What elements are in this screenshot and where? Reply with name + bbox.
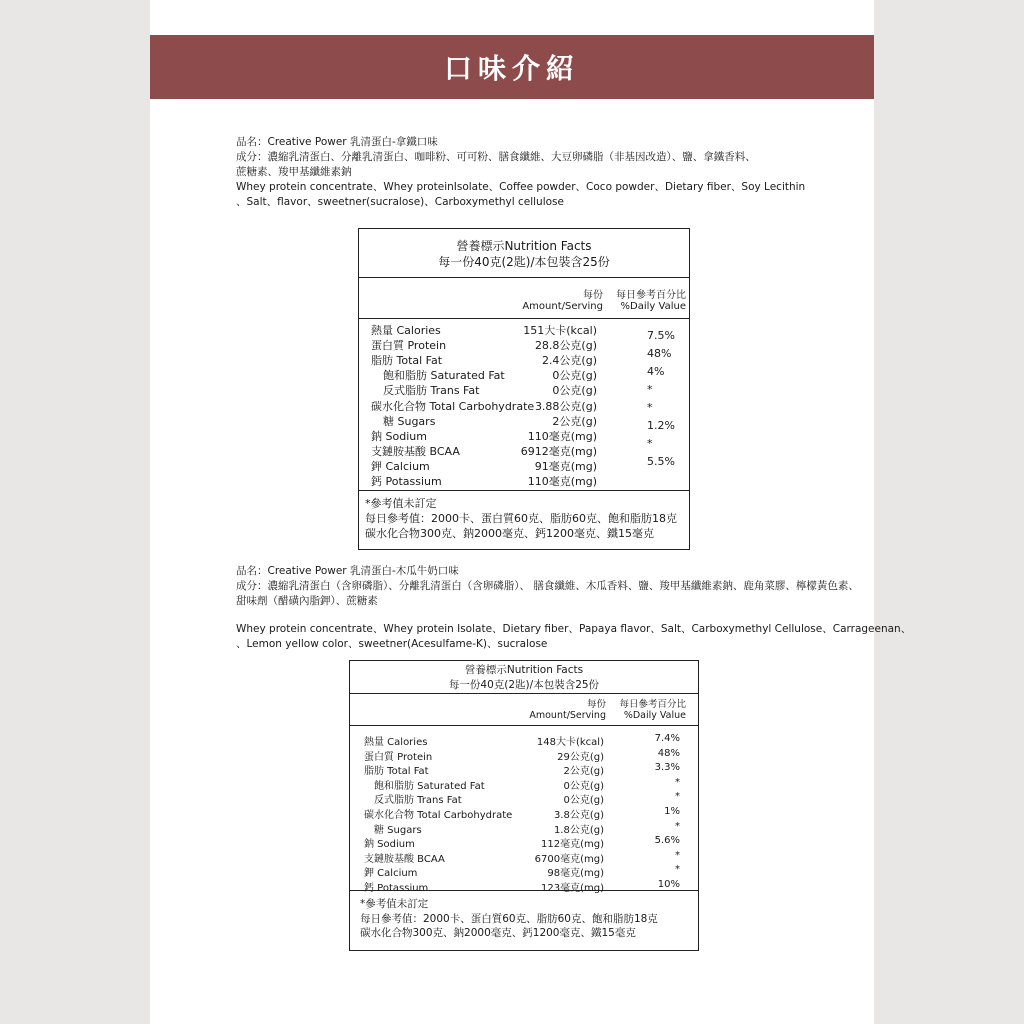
- nutrient-label: 脂肪 Total Fat: [364, 766, 429, 778]
- product1-ingredients-zh: 成分：濃縮乳清蛋白、分離乳清蛋白、咖啡粉、可可粉、膳食纖維、大豆卵磷脂（非基因改造）、鹽、拿鐵香料、: [236, 151, 756, 163]
- footnote-line: 每日參考值：2000卡、蛋白質60克、脂肪60克、飽和脂肪18克: [365, 512, 677, 525]
- nutrient-label: 鈉 Sodium: [364, 839, 415, 851]
- nutrient-daily-value: *: [675, 791, 680, 803]
- nutrient-daily-value: 5.5%: [647, 454, 675, 468]
- nutrient-daily-value: *: [675, 849, 680, 861]
- nutrient-label: 碳水化合物 Total Carbohydrate: [371, 399, 535, 413]
- nutrient-daily-value: *: [647, 436, 653, 450]
- nutrient-daily-value: 7.5%: [647, 329, 675, 342]
- nutrient-daily-value: *: [675, 820, 680, 832]
- nutrition-row: [350, 733, 698, 748]
- product2-ingredients-zh-cont: 甜味劑（醋磺內脂鉀）、蔗糖素: [236, 595, 378, 607]
- nutrition-table-latte: [358, 228, 690, 550]
- product1-name: 品名：Creative Power 乳清蛋白-拿鐵口味: [236, 136, 438, 148]
- nutrition-row: [350, 791, 698, 806]
- nutrition-rows: [350, 726, 698, 894]
- nutrient-daily-value: *: [647, 400, 653, 414]
- nutrient-amount: 1.8公克(g): [553, 824, 604, 836]
- nutrition-row: [359, 322, 689, 342]
- nutrient-daily-value: *: [675, 864, 680, 876]
- nutrient-daily-value: 7.4%: [654, 733, 680, 744]
- col-per-serving-zh: 每份: [583, 290, 603, 301]
- col-daily-zh: 每日參考百分比: [616, 290, 686, 301]
- nutrient-label: 鉀 Calcium: [364, 868, 418, 880]
- footnote-line: *參考值未訂定: [360, 898, 429, 910]
- nutrient-label: 飽和脂肪 Saturated Fat: [374, 780, 485, 792]
- nutrient-amount: 110毫克(mg): [527, 475, 597, 488]
- product1-ingredients-en-cont: 、Salt、flavor、sweetner(sucralose)、Carboxymethyl cellulose: [236, 196, 564, 208]
- nutrient-label: 鈣 Potassium: [364, 883, 429, 894]
- nutrition-rows: [359, 319, 689, 491]
- nutrition-table-papaya: [349, 660, 699, 951]
- nutrition-footnote: [350, 891, 698, 941]
- nutrition-row: [350, 777, 698, 792]
- nutrient-daily-value: 1%: [664, 806, 680, 817]
- nutrient-label: 鈉 Sodium: [371, 429, 427, 443]
- nutrition-row: [350, 850, 698, 865]
- column-headers: [350, 694, 698, 726]
- col-daily-en: %Daily Value: [623, 710, 686, 721]
- product2-ingredients-en-cont: 、Lemon yellow color、sweetner(Acesulfame-K)、sucralose: [236, 638, 548, 650]
- nutrient-label: 熱量 Calories: [371, 324, 441, 337]
- nutrition-title: 營養標示Nutrition Facts: [464, 664, 584, 676]
- nutrient-label: 鉀 Calcium: [371, 459, 430, 473]
- nutrient-amount: 0公克(g): [552, 369, 597, 383]
- nutrient-label: 脂肪 Total Fat: [371, 354, 443, 368]
- nutrition-row: [350, 835, 698, 850]
- document-page: [150, 0, 912, 1024]
- nutrition-row: [359, 337, 689, 360]
- nutrient-label: 蛋白質 Protein: [371, 339, 447, 353]
- nutrient-daily-value: 10%: [657, 879, 680, 890]
- product2-name: 品名：Creative Power 乳清蛋白-木瓜牛奶口味: [236, 565, 459, 577]
- serving-size: 每一份40克(2匙)/本包裝含25份: [448, 678, 600, 691]
- column-headers: [359, 278, 689, 319]
- nutrient-label: 熱量 Calories: [364, 737, 428, 748]
- nutrition-header: [350, 661, 698, 694]
- product2-ingredients-en: Whey protein concentrate、Whey protein Isolate、Dietary fiber、Papaya flavor、Salt、Carboxymethyl Cellulose、Carrageenan、: [236, 623, 912, 635]
- nutrition-row: [350, 821, 698, 836]
- nutrient-label: 反式脂肪 Trans Fat: [383, 384, 480, 398]
- nutrient-amount: 98毫克(mg): [547, 868, 604, 880]
- nutrient-daily-value: *: [675, 776, 680, 788]
- col-daily-zh: 每日參考百分比: [619, 699, 686, 710]
- product1-ingredients-en: Whey protein concentrate、Whey proteinIsolate、Coffee powder、Coco powder、Dietary fiber、Soy Lecithin: [236, 181, 806, 193]
- product2-info: [236, 564, 911, 652]
- nutrition-header: [359, 229, 689, 278]
- nutrient-amount: 3.88公克(g): [534, 399, 597, 413]
- product1-ingredients-zh-cont: 蔗糖素、羧甲基纖維素鈉: [236, 166, 352, 178]
- nutrient-daily-value: 48%: [657, 747, 680, 759]
- nutrient-label: 糖 Sugars: [374, 824, 422, 836]
- serving-size: 每一份40克(2匙)/本包裝含25份: [438, 255, 610, 269]
- nutrition-row: [359, 443, 689, 458]
- nutrition-row: [350, 879, 698, 894]
- nutrient-amount: 29公克(g): [557, 751, 604, 763]
- nutrient-amount: 3.8公克(g): [553, 810, 604, 821]
- nutrient-label: 碳水化合物 Total Carbohydrate: [364, 810, 513, 821]
- nutrient-amount: 91毫克(mg): [534, 459, 597, 473]
- nutrition-title: 營養標示Nutrition Facts: [456, 239, 592, 253]
- nutrient-amount: 6700毫克(mg): [534, 853, 604, 865]
- nutrient-amount: 0公克(g): [563, 780, 604, 792]
- nutrient-amount: 110毫克(mg): [527, 429, 597, 443]
- col-daily-en: %Daily Value: [620, 301, 686, 312]
- nutrient-label: 糖 Sugars: [383, 414, 436, 428]
- product2-ingredients-zh: 成分：濃縮乳清蛋白（含卵磷脂）、分離乳清蛋白（含卵磷脂）、 膳食纖維、木瓜香料、鹽、羧甲基纖維素鈉、鹿角菜膠、檸檬黃色素、: [236, 580, 859, 592]
- col-per-serving-en: Amount/Serving: [529, 710, 606, 721]
- nutrient-amount: 0公克(g): [552, 384, 597, 398]
- nutrient-amount: 6912毫克(mg): [520, 444, 597, 458]
- nutrient-daily-value: 48%: [647, 346, 672, 360]
- nutrition-row: [350, 762, 698, 777]
- col-per-serving-zh: 每份: [586, 699, 606, 710]
- nutrient-label: 反式脂肪 Trans Fat: [374, 795, 462, 807]
- page-title: 口味介紹: [443, 52, 580, 85]
- footnote-line: 碳水化合物300克、鈉2000毫克、鈣1200毫克、鐵15毫克: [360, 927, 636, 939]
- nutrient-amount: 2.4公克(g): [541, 354, 597, 368]
- nutrient-daily-value: *: [647, 382, 653, 396]
- footnote-line: 碳水化合物300克、鈉2000毫克、鈣1200毫克、鐵15毫克: [365, 527, 654, 540]
- nutrient-daily-value: 5.6%: [654, 835, 680, 847]
- nutrition-row: [359, 458, 689, 473]
- footnote-line: *參考值未訂定: [365, 497, 437, 510]
- nutrient-amount: 112毫克(mg): [541, 839, 604, 851]
- nutrition-row: [350, 864, 698, 879]
- nutrient-amount: 0公克(g): [563, 795, 604, 807]
- nutrient-daily-value: 3.3%: [654, 762, 680, 774]
- title-banner: [150, 35, 874, 99]
- nutrient-amount: 148大卡(kcal): [536, 737, 604, 748]
- product1-info: [236, 135, 805, 210]
- nutrient-label: 鈣 Potassium: [371, 475, 442, 488]
- nutrient-label: 蛋白質 Protein: [364, 751, 433, 763]
- nutrient-amount: 123毫克(mg): [541, 883, 604, 894]
- nutrient-daily-value: 1.2%: [647, 419, 675, 432]
- footnote-line: 每日參考值：2000卡、蛋白質60克、脂肪60克、飽和脂肪18克: [360, 912, 658, 925]
- nutrition-row: [359, 473, 689, 488]
- nutrient-label: 支鏈胺基酸 BCAA: [371, 444, 460, 458]
- nutrition-footnote: [359, 491, 689, 541]
- nutrient-label: 飽和脂肪 Saturated Fat: [383, 369, 505, 383]
- nutrition-row: [350, 748, 698, 763]
- nutrient-amount: 2公克(g): [552, 414, 597, 428]
- nutrient-amount: 151大卡(kcal): [523, 324, 597, 337]
- nutrient-daily-value: 4%: [647, 364, 665, 378]
- nutrient-label: 支鏈胺基酸 BCAA: [364, 853, 445, 865]
- nutrient-amount: 28.8公克(g): [534, 339, 597, 353]
- nutrition-row: [350, 806, 698, 821]
- col-per-serving-en: Amount/Serving: [522, 301, 603, 312]
- nutrient-amount: 2公克(g): [563, 766, 604, 778]
